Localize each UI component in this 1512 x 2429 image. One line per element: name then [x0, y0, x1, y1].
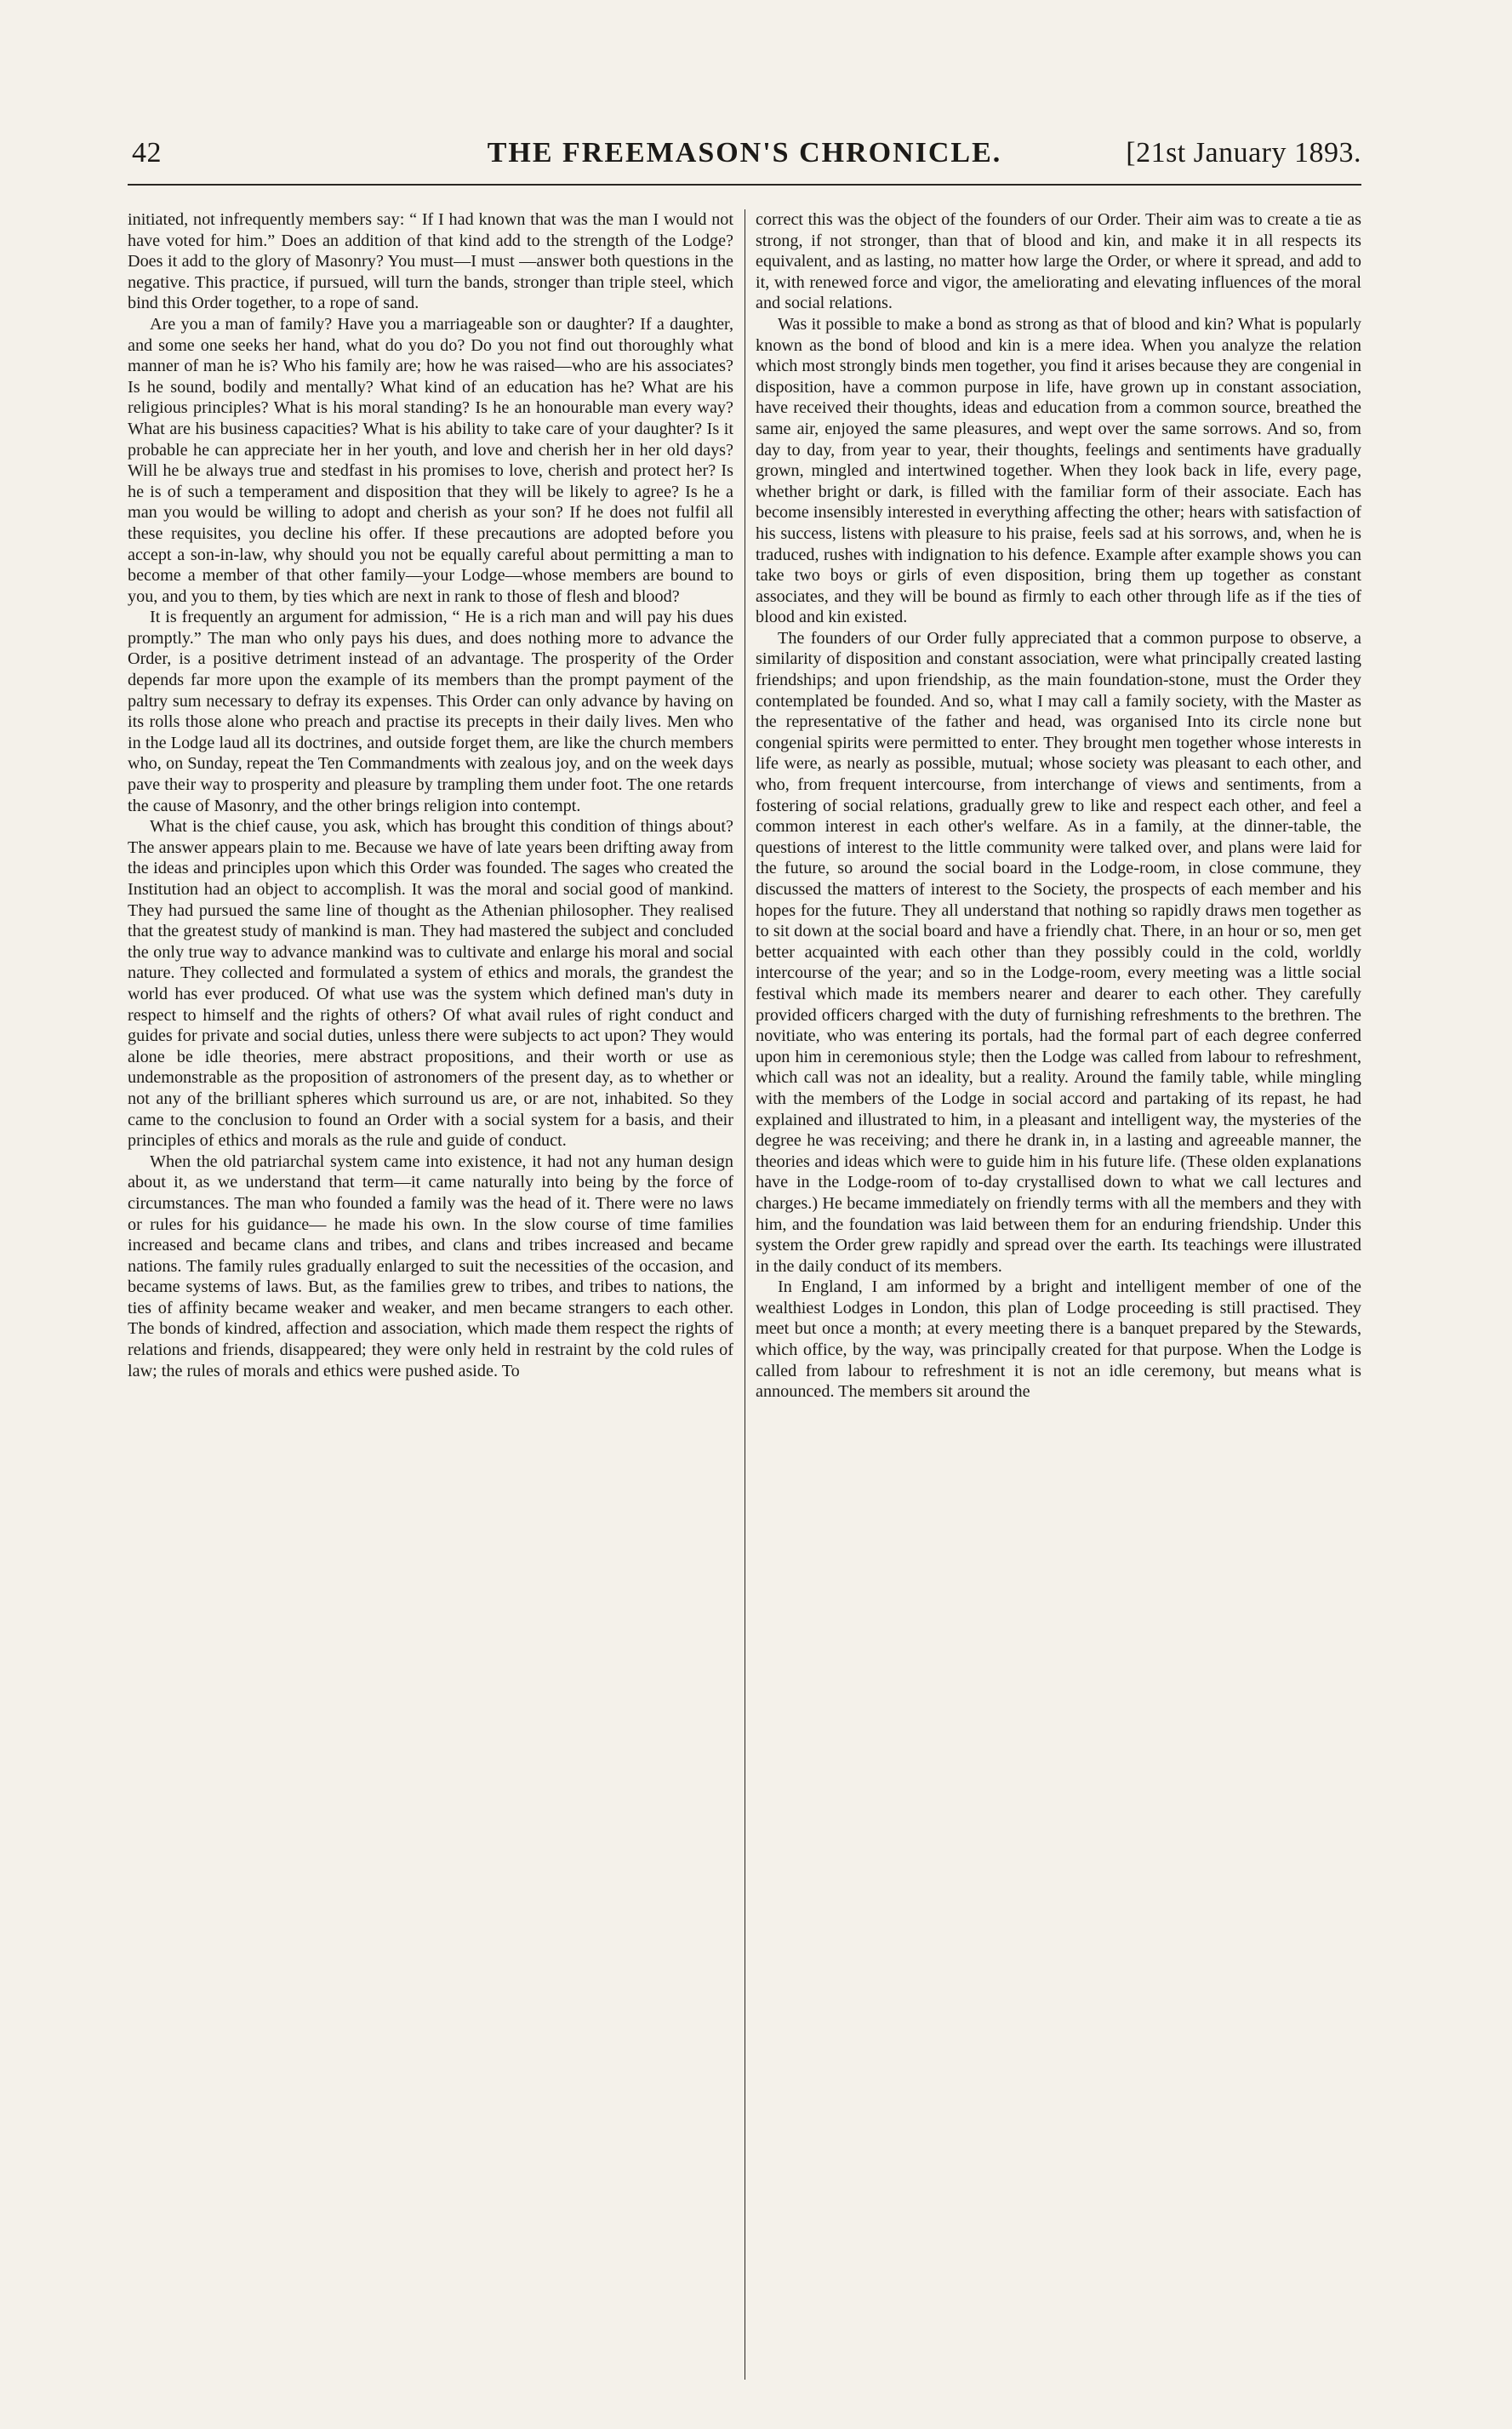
left-column: [128, 209, 733, 2380]
right-column: [756, 209, 1361, 2380]
paragraph: Are you a man of family? Have you a marriageable son or daughter? If a daughter, and some one seeks her hand, what do you do? Do you not find out thoroughly what manner of man he is? Who his family are; how he was raised—who are his associates? Is he sound, bodily and mentally? What kind of an education has he? What are his religious principles? What is his moral standing? Is he an honourable man every way? What are his business capacities? What is his ability to take care of your daughter? Is it probable he can appreciate her in her youth, and love and cherish her in her old days? Will he be always true and stedfast in his promises to love, cherish and protect her? Is he is of such a temperament and disposition that they will be likely to agree? Is he a man you would be willing to adopt and cherish as your son? If he does not fulfil all these requisites, you decline his offer. If these precautions are adopted before you accept a son-in-law, why should you not be equally careful about permitting a man to become a member of that other family—your Lodge—whose members are bound to you, and you to them, by ties which are next in rank to those of flesh and blood?: [128, 314, 733, 606]
paragraph: It is frequently an argument for admission, “ He is a rich man and will pay his dues promptly.” The man who only pays his dues, and does nothing more to advance the Order, is a positive detriment instead of an advantage. The prosperity of the Order depends far more upon the example of its members than the prompt payment of the paltry sum necessary to defray its expenses. This Order can only advance by having on its rolls those alone who preach and practise its precepts in their daily lives. Men who in the Lodge laud all its doctrines, and outside forget them, are like the church members who, on Sunday, repeat the Ten Commandments with zealous joy, and on the week days pave their way to prosperity and pleasure by trampling them under foot. The one retards the cause of Masonry, and the other brings religion into contempt.: [128, 608, 733, 815]
header-rule: [128, 184, 1361, 186]
page-header: [128, 128, 1361, 179]
page-number: 42: [132, 137, 162, 169]
paragraph: When the old patriarchal system came into existence, it had not any human design about it, as we understand that term—it came naturally into being by the force of circumstances. The man who founded a family was the head of it. There were no laws or rules for his guidance— he made his own. In the slow course of time families increased and became clans and tribes, and clans and tribes increased and became nations. The family rules gradually enlarged to suit the necessities of the occasion, and became systems of laws. But, as the families grew to tribes, and tribes to nations, the ties of affinity became weaker and weaker, and men became strangers to each other. The bonds of kindred, affection and association, which made them respect the rights of relations and friends, disappeared; they were only held in restraint by the cold rules of law; the rules of morals and ethics were pushed aside. To: [128, 1152, 733, 1380]
issue-date: [21st January 1893.: [1126, 137, 1361, 169]
article-columns: [128, 209, 1361, 2380]
newspaper-page: [128, 128, 1361, 2380]
publication-title: THE FREEMASON'S CHRONICLE.: [487, 137, 1002, 169]
paragraph: What is the chief cause, you ask, which has brought this condition of things about? The answer appears plain to me. Because we have of late years been drifting away from the ideas and principles upon which this Order was founded. The sages who created the Institution had an object to accomplish. It was the moral and social good of mankind. They had pursued the same line of thought as the Athenian philosopher. They realised that the greatest study of mankind is man. They had mastered the subject and concluded the only true way to advance mankind was to cultivate and enlarge his moral and social nature. They collected and formulated a system of ethics and morals, the grandest the world has ever produced. Of what use was the system which defined man's duty in respect to himself and the rights of others? Of what avail rules of right conduct and guides for private and social duties, unless there were subjects to act upon? They would alone be idle theories, mere abstract propositions, and their worth or use as undemonstrable as the proposition of astronomers of the present day, as to whether or not any of the brilliant spheres which surround us are, or are not, inhabited. So they came to the conclusion to found an Order with a social system for a basis, and their principles of ethics and morals as the rule and guide of conduct.: [128, 817, 733, 1151]
paragraph: In England, I am informed by a bright and intelligent member of one of the wealthiest Lodges in London, this plan of Lodge proceeding is still practised. They meet but once a month; at every meeting there is a banquet prepared by the Stewards, which office, by the way, was principally created for that purpose. When the Lodge is called from labour to refreshment it is not an idle ceremony, but means what is announced. The members sit around the: [756, 1277, 1361, 1402]
paragraph: The founders of our Order fully appreciated that a common purpose to observe, a similarity of disposition and constant association, were what principally created lasting friendships; and upon friendship, as the main foundation-stone, must the Order they contemplated be founded. And so, what I may call a family society, with the Master as the representative of the father and head, was organised Into its circle none but congenial spirits were permitted to enter. They brought men together whose interests in life were, as nearly as possible, mutual; whose society was pleasant to each other, and who, from frequent intercourse, from interchange of views and sentiments, from a fostering of social relations, gradually grew to like and respect each other, and feel a common interest in each other's welfare. As in a family, at the dinner-table, the questions of interest to the little community were talked over, and plans were laid for the future, so around the social board in the Lodge-room, in close commune, they discussed the matters of interest to the Society, the prospects of each member and his hopes for the future. They all understand that nothing so rapidly draws men together as to sit down at the social board and have a friendly chat. There, in an hour or so, men get better acquainted with each other than they possibly could in the cold, worldly intercourse of the year; and so in the Lodge-room, every meeting was a little social festival which made its members nearer and dearer to each other. They carefully provided officers charged with the duty of furnishing refreshments to the brethren. The novitiate, who was entering its portals, had the formal part of each degree conferred upon him in ceremonious style; then the Lodge was called from labour to refreshment, which call was not an ideality, but a reality. Around the family table, while mingling with the members of the Lodge in social accord and partaking of its repast, he had explained and illustrated to him, in a pleasant and intelligent way, the mysteries of the degree he was receiving; and there he drank in, in a lasting and agreeable manner, the theories and ideas which were to guide him in his future life. (These olden explanations have in the Lodge-room of to-day crystallised down to what we call lectures and charges.) He became immediately on friendly terms with all the members and they with him, and the foundation was laid between them for an enduring friendship. Under this system the Order grew rapidly and spread over the earth. Its teachings were illustrated in the daily conduct of its members.: [756, 628, 1361, 1276]
paragraph: Was it possible to make a bond as strong as that of blood and kin? What is popularly known as the bond of blood and kin is a mere idea. When you analyze the relation which most strongly binds men together, you find it arises because they are congenial in disposition, have a common purpose in life, have grown up in constant association, have received their thoughts, ideas and education from a common source, breathed the same air, enjoyed the same pleasures, and wept over the same sorrows. And so, from day to day, from year to year, their thoughts, feelings and sentiments have gradually grown, mingled and intertwined together. When they look back in life, every page, whether bright or dark, is filled with the familiar form of their associate. Each has become insensibly interested in everything affecting the other; hears with satisfaction of his success, listens with pleasure to his praise, feels sad at his sorrows, and, when he is traduced, rushes with indignation to his defence. Example after example shows you can take two boys or girls of even disposition, bring them up together as constant associates, and they will be bound as firmly to each other through life as if the ties of blood and kin existed.: [756, 314, 1361, 627]
paragraph: correct this was the object of the founders of our Order. Their aim was to create a tie as strong, if not stronger, than that of blood and kin, and make it in all respects its equivalent, and as lasting, no matter how large the Order, or where it spread, and add to it, with renewed force and vigor, the ameliorating and elevating influences of the moral and social relations.: [756, 210, 1361, 313]
paragraph: initiated, not infrequently members say: “ If I had known that was the man I would not have voted for him.” Does an addition of that kind add to the strength of the Lodge? Does it add to the glory of Masonry? You must—I must —answer both questions in the negative. This practice, if pursued, will turn the bands, stronger than triple steel, which bind this Order together, to a rope of sand.: [128, 210, 733, 313]
